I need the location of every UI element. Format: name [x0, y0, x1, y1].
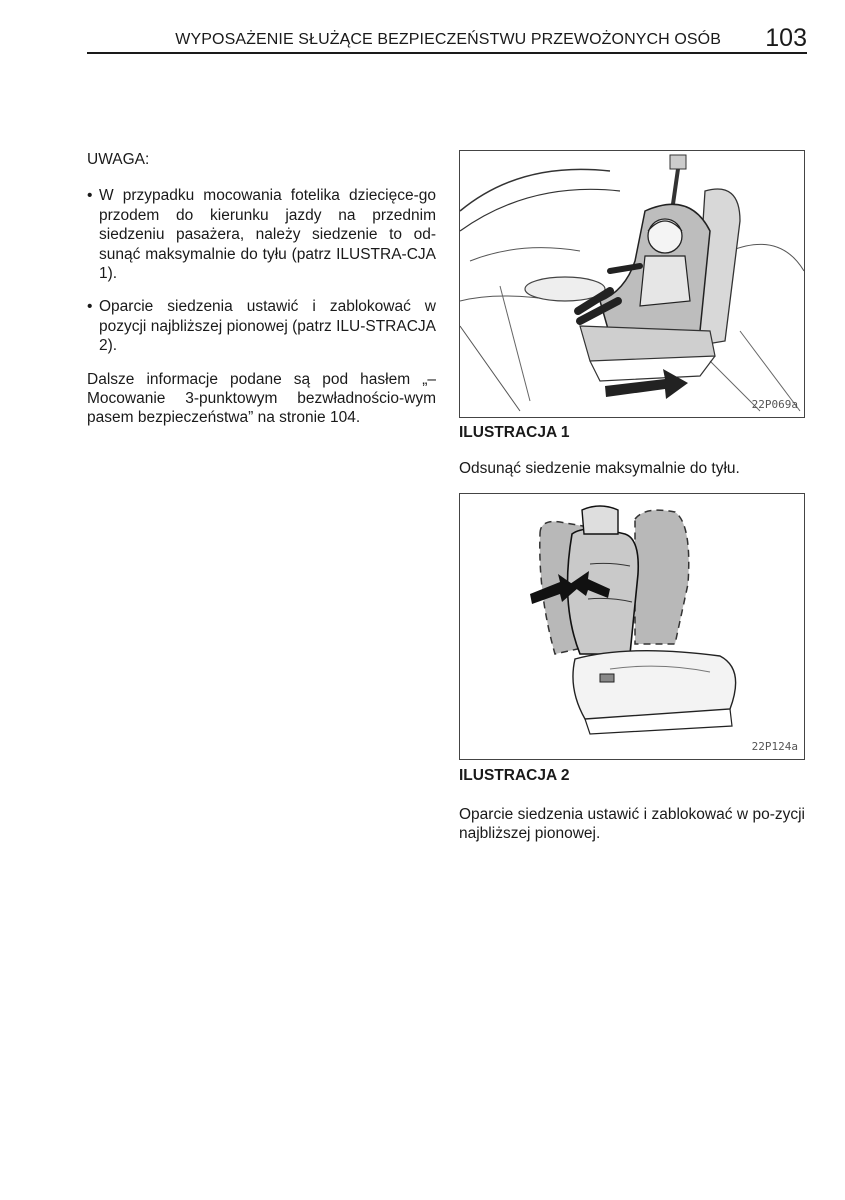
note-bullet — [87, 186, 436, 283]
page-number: 103 — [765, 24, 807, 52]
figure-1-caption: Odsunąć siedzenie maksymalnie do tyłu. — [459, 460, 740, 477]
note-column — [87, 150, 436, 428]
figure-2-title: ILUSTRACJA 2 — [459, 767, 570, 784]
bullet-dot: • — [87, 298, 93, 316]
figure-code: 22P069a — [751, 398, 798, 411]
figure-1-image — [459, 150, 805, 418]
note-bullet — [87, 297, 436, 355]
figure-2-caption: Oparcie siedzenia ustawić i zablokować w po-zycji najbliższej pionowej. — [459, 806, 805, 843]
header-title: WYPOSAŻENIE SŁUŻĄCE BEZPIECZEŃSTWU PRZEWOŻONYCH OSÓB — [175, 31, 721, 48]
bullet-text: W przypadku mocowania fotelika dziecięce-go przodem do kierunku jazdy na przednim siedzeniu pasażera, należy siedzenie to od-sunąć maksymalnie do tyłu (patrz ILUSTRA-CJA 1). — [99, 187, 436, 283]
note-heading: UWAGA: — [87, 151, 150, 168]
figure-1-title: ILUSTRACJA 1 — [459, 424, 570, 441]
figure-code: 22P124a — [751, 740, 798, 753]
page-header — [87, 22, 807, 54]
seat-backrest-illustration — [460, 494, 804, 759]
bullet-dot: • — [87, 187, 93, 205]
figure-2-image — [459, 493, 805, 760]
bullet-text: Oparcie siedzenia ustawić i zablokować w pozycji najbliższej pionowej (patrz ILU-STRACJA 2). — [99, 298, 436, 355]
child-seat-illustration — [460, 151, 804, 417]
note-paragraph: Dalsze informacje podane są pod hasłem „–Mocowanie 3-punktowym bezwładnościo-wym pasem bezpieczeństwa” na stronie 104. — [87, 370, 436, 427]
